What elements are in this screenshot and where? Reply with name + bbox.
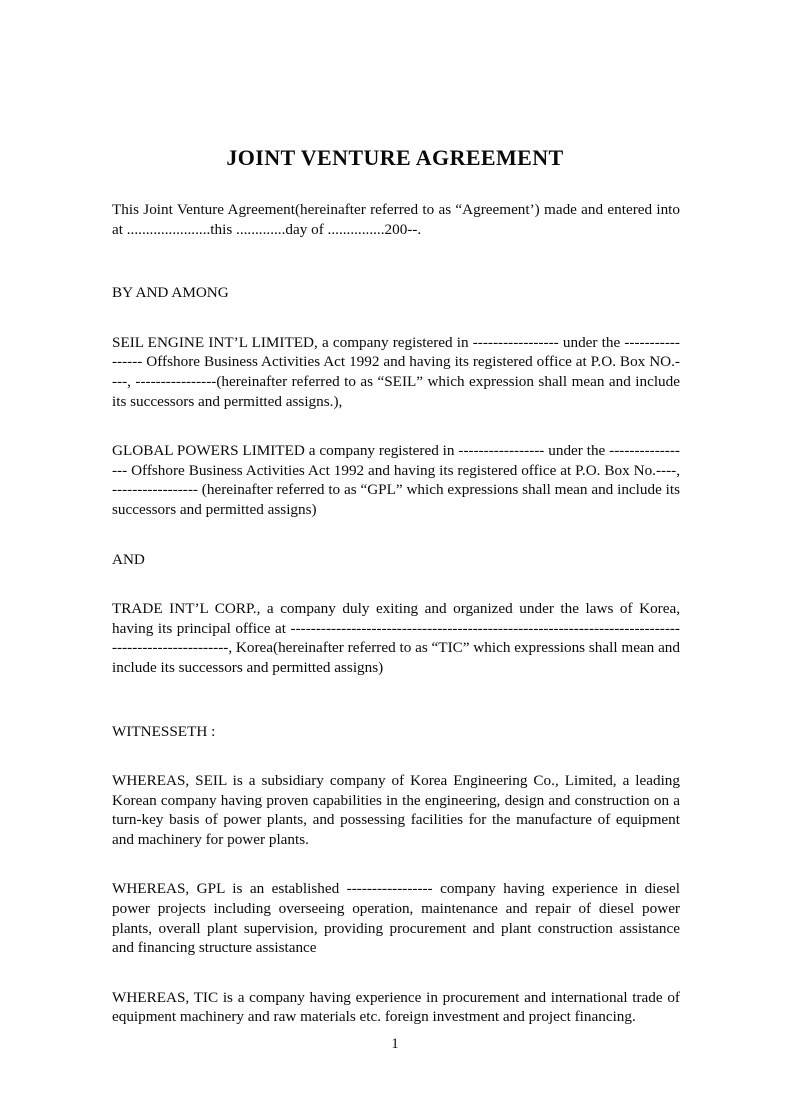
recital-seil-paragraph: WHEREAS, SEIL is a subsidiary company of Korea Engineering Co., Limited, a leading Korean company having proven capabilities in the engineering, design and construction on a turn-key basis of power plants, and possessing facilities for the manufacture of equipment and machinery for power plants. — [112, 772, 680, 848]
spacer — [112, 741, 680, 771]
party-seil-paragraph: SEIL ENGINE INT’L LIMITED, a company registered in ----------------- under the ----------------- Offshore Business Activities Act 1992 and having its registered office at P.O. Box NO.----, ----------------(hereinafter referred to as “SEIL” which expression shall mean and include its successors and permitted assigns.), — [112, 333, 680, 410]
preamble-paragraph: This Joint Venture Agreement(hereinafter referred to as “Agreement’) made and entered into at ......................this .............day of ...............200--. — [112, 201, 680, 238]
party-gpl-paragraph: GLOBAL POWERS LIMITED a company registered in ----------------- under the ----------------- Offshore Business Activities Act 1992 and having its registered office at P.O. Box No.----, ----------------- (hereinafter referred to as “GPL” which expressions shall mean and include its successors and permitted assigns) — [112, 442, 680, 518]
witnesseth-heading: WITNESSETH : — [112, 722, 216, 740]
spacer — [112, 958, 680, 988]
page-number: 1 — [391, 1036, 399, 1052]
spacer — [112, 569, 680, 599]
spacer — [112, 239, 680, 283]
page-title: JOINT VENTURE AGREEMENT — [226, 144, 564, 170]
parties-heading: BY AND AMONG — [112, 284, 229, 302]
conjunction-and: AND — [112, 550, 145, 568]
party-tic-paragraph: TRADE INT’L CORP., a company duly exiting and organized under the laws of Korea, having its principal office at ----------------------------------------------------------------------------------------------------, Korea(hereinafter referred to as “TIC” which expressions shall mean and include its successors and permitted assigns) — [112, 600, 680, 676]
spacer — [112, 678, 680, 722]
spacer — [112, 303, 680, 333]
spacer — [112, 849, 680, 879]
recital-gpl-paragraph: WHEREAS, GPL is an established ----------------- company having experience in diesel power projects including overseeing operation, maintenance and repair of diesel power plants, overall plant supervision, providing procurement and plant construction assistance and financing structure assistance — [112, 880, 680, 957]
spacer — [112, 520, 680, 550]
document-body — [112, 200, 680, 1027]
spacer — [112, 411, 680, 441]
recital-tic-paragraph: WHEREAS, TIC is a company having experience in procurement and international trade of equipment machinery and raw materials etc. foreign investment and project financing. — [112, 988, 680, 1026]
